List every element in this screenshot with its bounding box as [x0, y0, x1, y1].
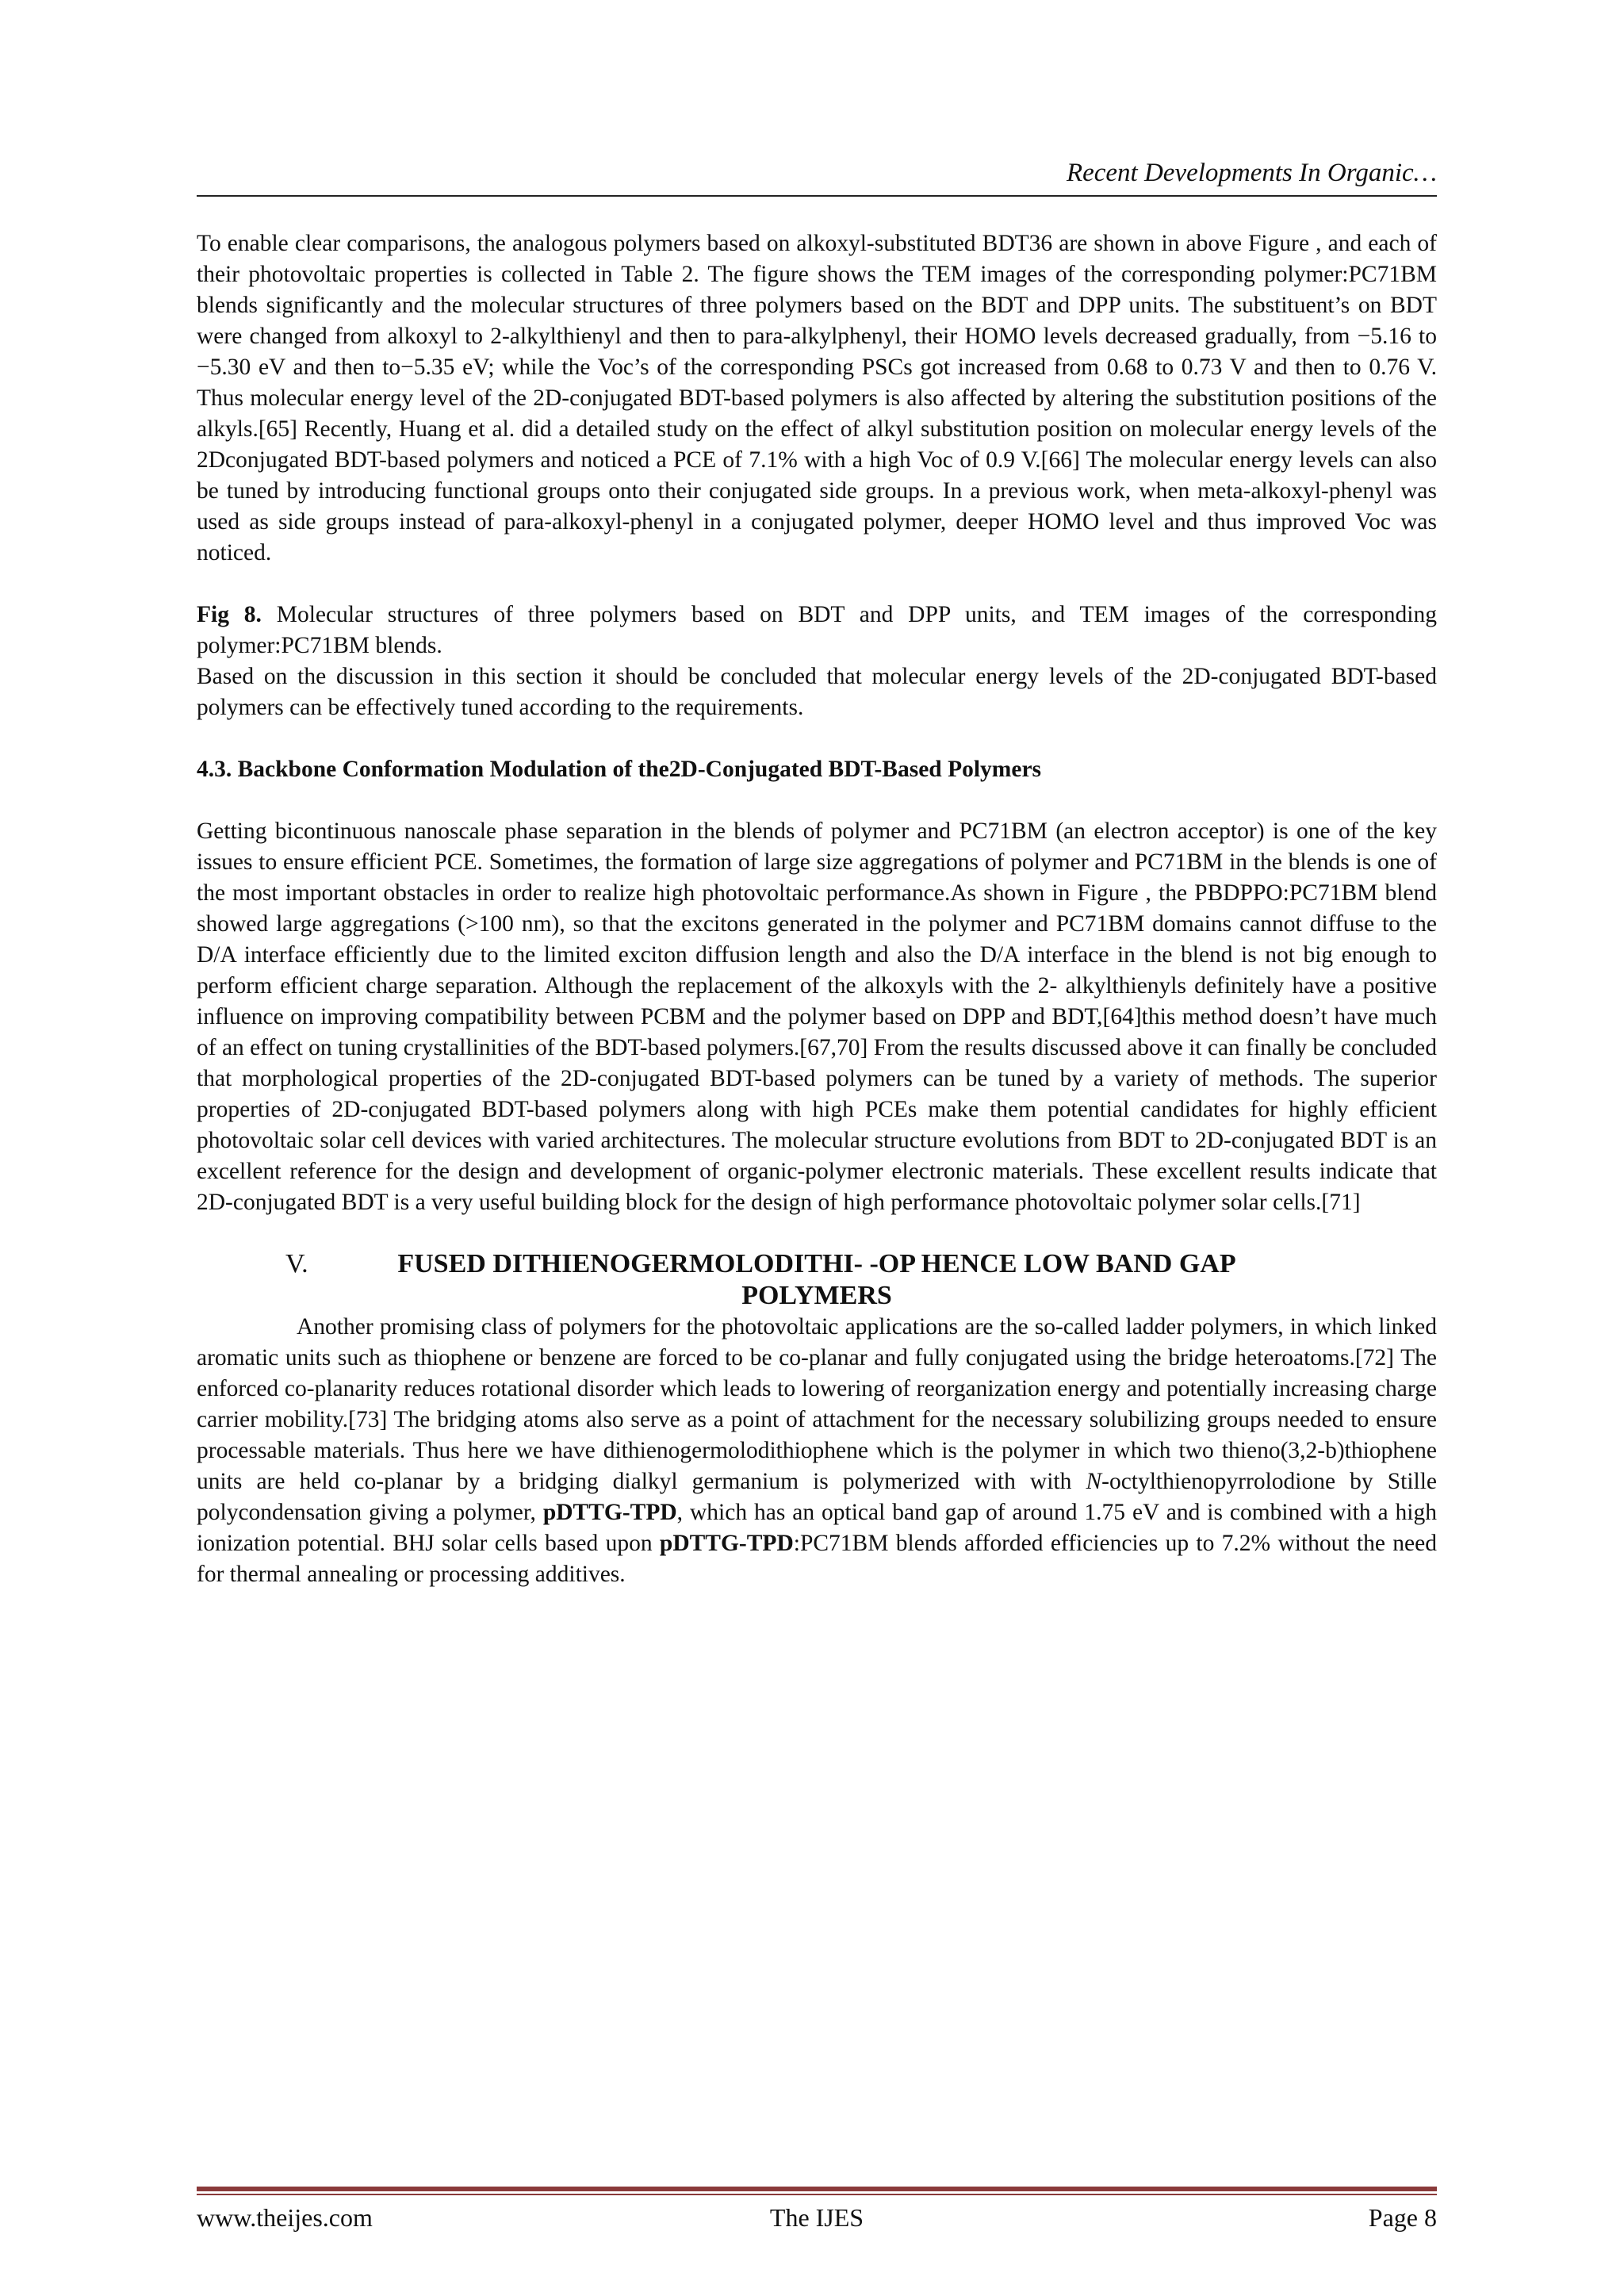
- chapter-title-line-2: POLYMERS: [741, 1281, 892, 1310]
- p4-text-1: Another promising class of polymers for the photovoltaic applications are the so-called ladder polymers, in which linked aromatic units such as thiophene or benzene are forced to be co-planar and fully conjugated using the bridge heteroatoms.[72] The enforced co-planarity reduces rotational disorder which leads to lowering of reorganization energy and potentially increasing charge carrier mobility.[73] The bridging atoms also serve as a point of attachment for the necessary solubilizing groups needed to ensure processable materials. Thus here we have dithienogermolodithiophene which is the polymer in which two thieno(3,2-b)thiophene units are held co-planar by a bridging dialkyl germanium is polymerized with with: [197, 1314, 1437, 1494]
- footer-page-number: Page 8: [1368, 2203, 1437, 2232]
- p4-italic-n: N: [1086, 1469, 1102, 1494]
- chapter-heading: [197, 1248, 1437, 1312]
- footer-journal: The IJES: [769, 2203, 864, 2232]
- paragraph-comparisons: To enable clear comparisons, the analogous polymers based on alkoxyl-substituted BDT36 are shown in above Figure , and each of their photovoltaic properties is collected in Table 2. The figure shows the TEM images of the corresponding polymer:PC71BM blends significantly and the molecular structures of three polymers based on the BDT and DPP units. The substituent’s on BDT were changed from alkoxyl to 2-alkylthienyl and then to para-alkylphenyl, their HOMO levels decreased gradually, from −5.16 to −5.30 eV and then to−5.35 eV; while the Voc’s of the corresponding PSCs got increased from 0.68 to 0.73 V and then to 0.76 V. Thus molecular energy level of the 2D-conjugated BDT-based polymers is also affected by altering the substitution positions of the alkyls.[65] Recently, Huang et al. did a detailed study on the effect of alkyl substitution position on molecular energy levels of the 2Dconjugated BDT-based polymers and noticed a PCE of 7.1% with a high Voc of 0.9 V.[66] The molecular energy levels can also be tuned by introducing functional groups onto their conjugated side groups. In a previous work, when meta-alkoxyl-phenyl was used as side groups instead of para-alkoxyl-phenyl in a conjugated polymer, deeper HOMO level and thus improved Voc was noticed.: [197, 231, 1437, 565]
- section-heading-4-3: 4.3. Backbone Conformation Modulation of the2D-Conjugated BDT-Based Polymers: [197, 757, 1042, 782]
- figure-label: Fig 8.: [197, 602, 262, 627]
- p4-text-3: , which has an optical band gap of around 1.75 eV and is combined with a high ionization potential. BHJ solar cells based upon: [197, 1500, 1437, 1556]
- figure-caption-text: Molecular structures of three polymers based on BDT and DPP units, and TEM images of the corresponding polymer:PC71BM blends.: [197, 602, 1437, 658]
- chapter-number: V.: [285, 1249, 308, 1278]
- polymer-name-bold-1: pDTTG-TPD: [542, 1500, 677, 1525]
- document-body: [197, 228, 1437, 1590]
- p4-text-2: -octylthienopyrrolodione by Stille polycondensation giving a polymer,: [197, 1469, 1437, 1525]
- footer-website: www.theijes.com: [197, 2203, 373, 2232]
- document-page: [197, 0, 1437, 2296]
- paragraph-conclusion: Based on the discussion in this section it should be concluded that molecular energy levels of the 2D-conjugated BDT-based polymers can be effectively tuned according to the requirements.: [197, 664, 1437, 720]
- footer-rule-thin: [197, 2194, 1437, 2195]
- header-rule: [197, 195, 1437, 197]
- paragraph-ladder-polymers: [197, 1312, 1437, 1590]
- figure-caption: [197, 600, 1437, 661]
- polymer-name-bold-2: pDTTG-TPD: [659, 1531, 794, 1556]
- p4-text-4: :PC71BM blends afforded efficiencies up to 7.2% without the need for thermal annealing or processing additives.: [197, 1531, 1437, 1587]
- footer-rule-thick: [197, 2187, 1437, 2191]
- running-header: Recent Developments In Organic…: [1066, 159, 1437, 187]
- paragraph-phase-separation: Getting bicontinuous nanoscale phase separation in the blends of polymer and PC71BM (an electron acceptor) is one of the key issues to ensure efficient PCE. Sometimes, the formation of large size aggregations of polymer and PC71BM in the blends is one of the most important obstacles in order to realize high photovoltaic performance.As shown in Figure , the PBDPPO:PC71BM blend showed large aggregations (>100 nm), so that the excitons generated in the polymer and PC71BM domains cannot diffuse to the D/A interface efficiently due to the limited exciton diffusion length and also the D/A interface in the blend is not big enough to perform efficient charge separation. Although the replacement of the alkoxyls with the 2- alkylthienyls definitely have a positive influence on improving compatibility between PCBM and the polymer based on DPP and BDT,[64]this method doesn’t have much of an effect on tuning crystallinities of the BDT-based polymers.[67,70] From the results discussed above it can finally be concluded that morphological properties of the 2D-conjugated BDT-based polymers can be tuned by a variety of methods. The superior properties of 2D-conjugated BDT-based polymers along with high PCEs make them potential candidates for highly efficient photovoltaic solar cell devices with varied architectures. The molecular structure evolutions from BDT to 2D-conjugated BDT is an excellent reference for the design and development of organic-polymer electronic materials. These excellent results indicate that 2D-conjugated BDT is a very useful building block for the design of high performance photovoltaic polymer solar cells.[71]: [197, 818, 1437, 1215]
- chapter-title-line-1: FUSED DITHIENOGERMOLODITHI- -OP HENCE LOW BAND GAP: [397, 1249, 1236, 1278]
